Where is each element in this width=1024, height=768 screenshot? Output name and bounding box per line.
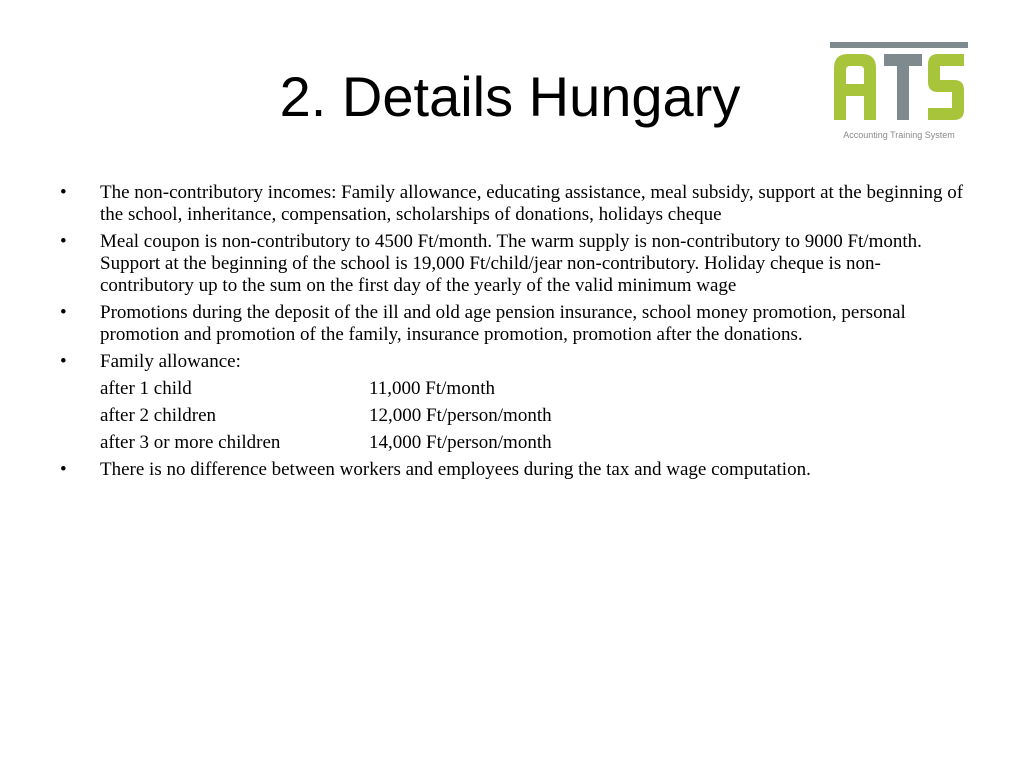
- bullet-mark: •: [60, 351, 67, 372]
- family-allowance-table: [100, 378, 970, 454]
- allowance-row: [100, 432, 970, 454]
- bullet-mark: •: [60, 302, 67, 323]
- allowance-row: [100, 405, 970, 427]
- allowance-label: after 2 children: [100, 405, 217, 426]
- bullet-item: [60, 459, 970, 481]
- slide-title: 2. Details Hungary: [279, 65, 741, 128]
- logo-top-bar: [830, 42, 968, 48]
- allowance-value: 11,000 Ft/month: [369, 378, 495, 399]
- bullet-mark: •: [60, 459, 67, 480]
- logo-caption: Accounting Training System: [843, 130, 955, 140]
- bullet-text: The non-contributory incomes: Family allowance, educating assistance, meal subsidy, support at the beginning of the school, inheritance, compensation, scholarships of donations, holidays cheque: [100, 182, 964, 225]
- logo-letter-a: [834, 54, 876, 120]
- bullet-mark: •: [60, 231, 67, 252]
- bullet-item: [60, 351, 970, 373]
- bullet-item: [60, 182, 970, 226]
- bullet-text: Meal coupon is non-contributory to 4500 Ft/month. The warm supply is non-contributory to 9000 Ft/month. Support at the beginning of the school is 19,000 Ft/child/jear non-contributory. Holiday cheque is non-contributory up to the sum on the first day of the yearly of the valid minimum wage: [100, 231, 922, 296]
- bullet-item: [60, 231, 970, 297]
- logo-letter-t: [884, 54, 922, 120]
- bullet-text: There is no difference between workers and employees during the tax and wage computation.: [100, 459, 811, 480]
- allowance-value: 14,000 Ft/person/month: [369, 432, 552, 453]
- bullet-text: Promotions during the deposit of the ill and old age pension insurance, school money promotion, personal promotion and promotion of the family, insurance promotion, promotion after the donations.: [100, 302, 906, 345]
- allowance-label: after 3 or more children: [100, 432, 281, 453]
- bullet-mark: •: [60, 182, 67, 203]
- bullet-list: [60, 182, 970, 486]
- ats-logo: [826, 38, 972, 148]
- allowance-row: [100, 378, 970, 400]
- bullet-text: Family allowance:: [100, 351, 241, 372]
- logo-letter-s: [928, 54, 964, 120]
- allowance-label: after 1 child: [100, 378, 192, 399]
- ats-logo-graphic: [826, 38, 972, 130]
- allowance-value: 12,000 Ft/person/month: [369, 405, 552, 426]
- bullet-item: [60, 302, 970, 346]
